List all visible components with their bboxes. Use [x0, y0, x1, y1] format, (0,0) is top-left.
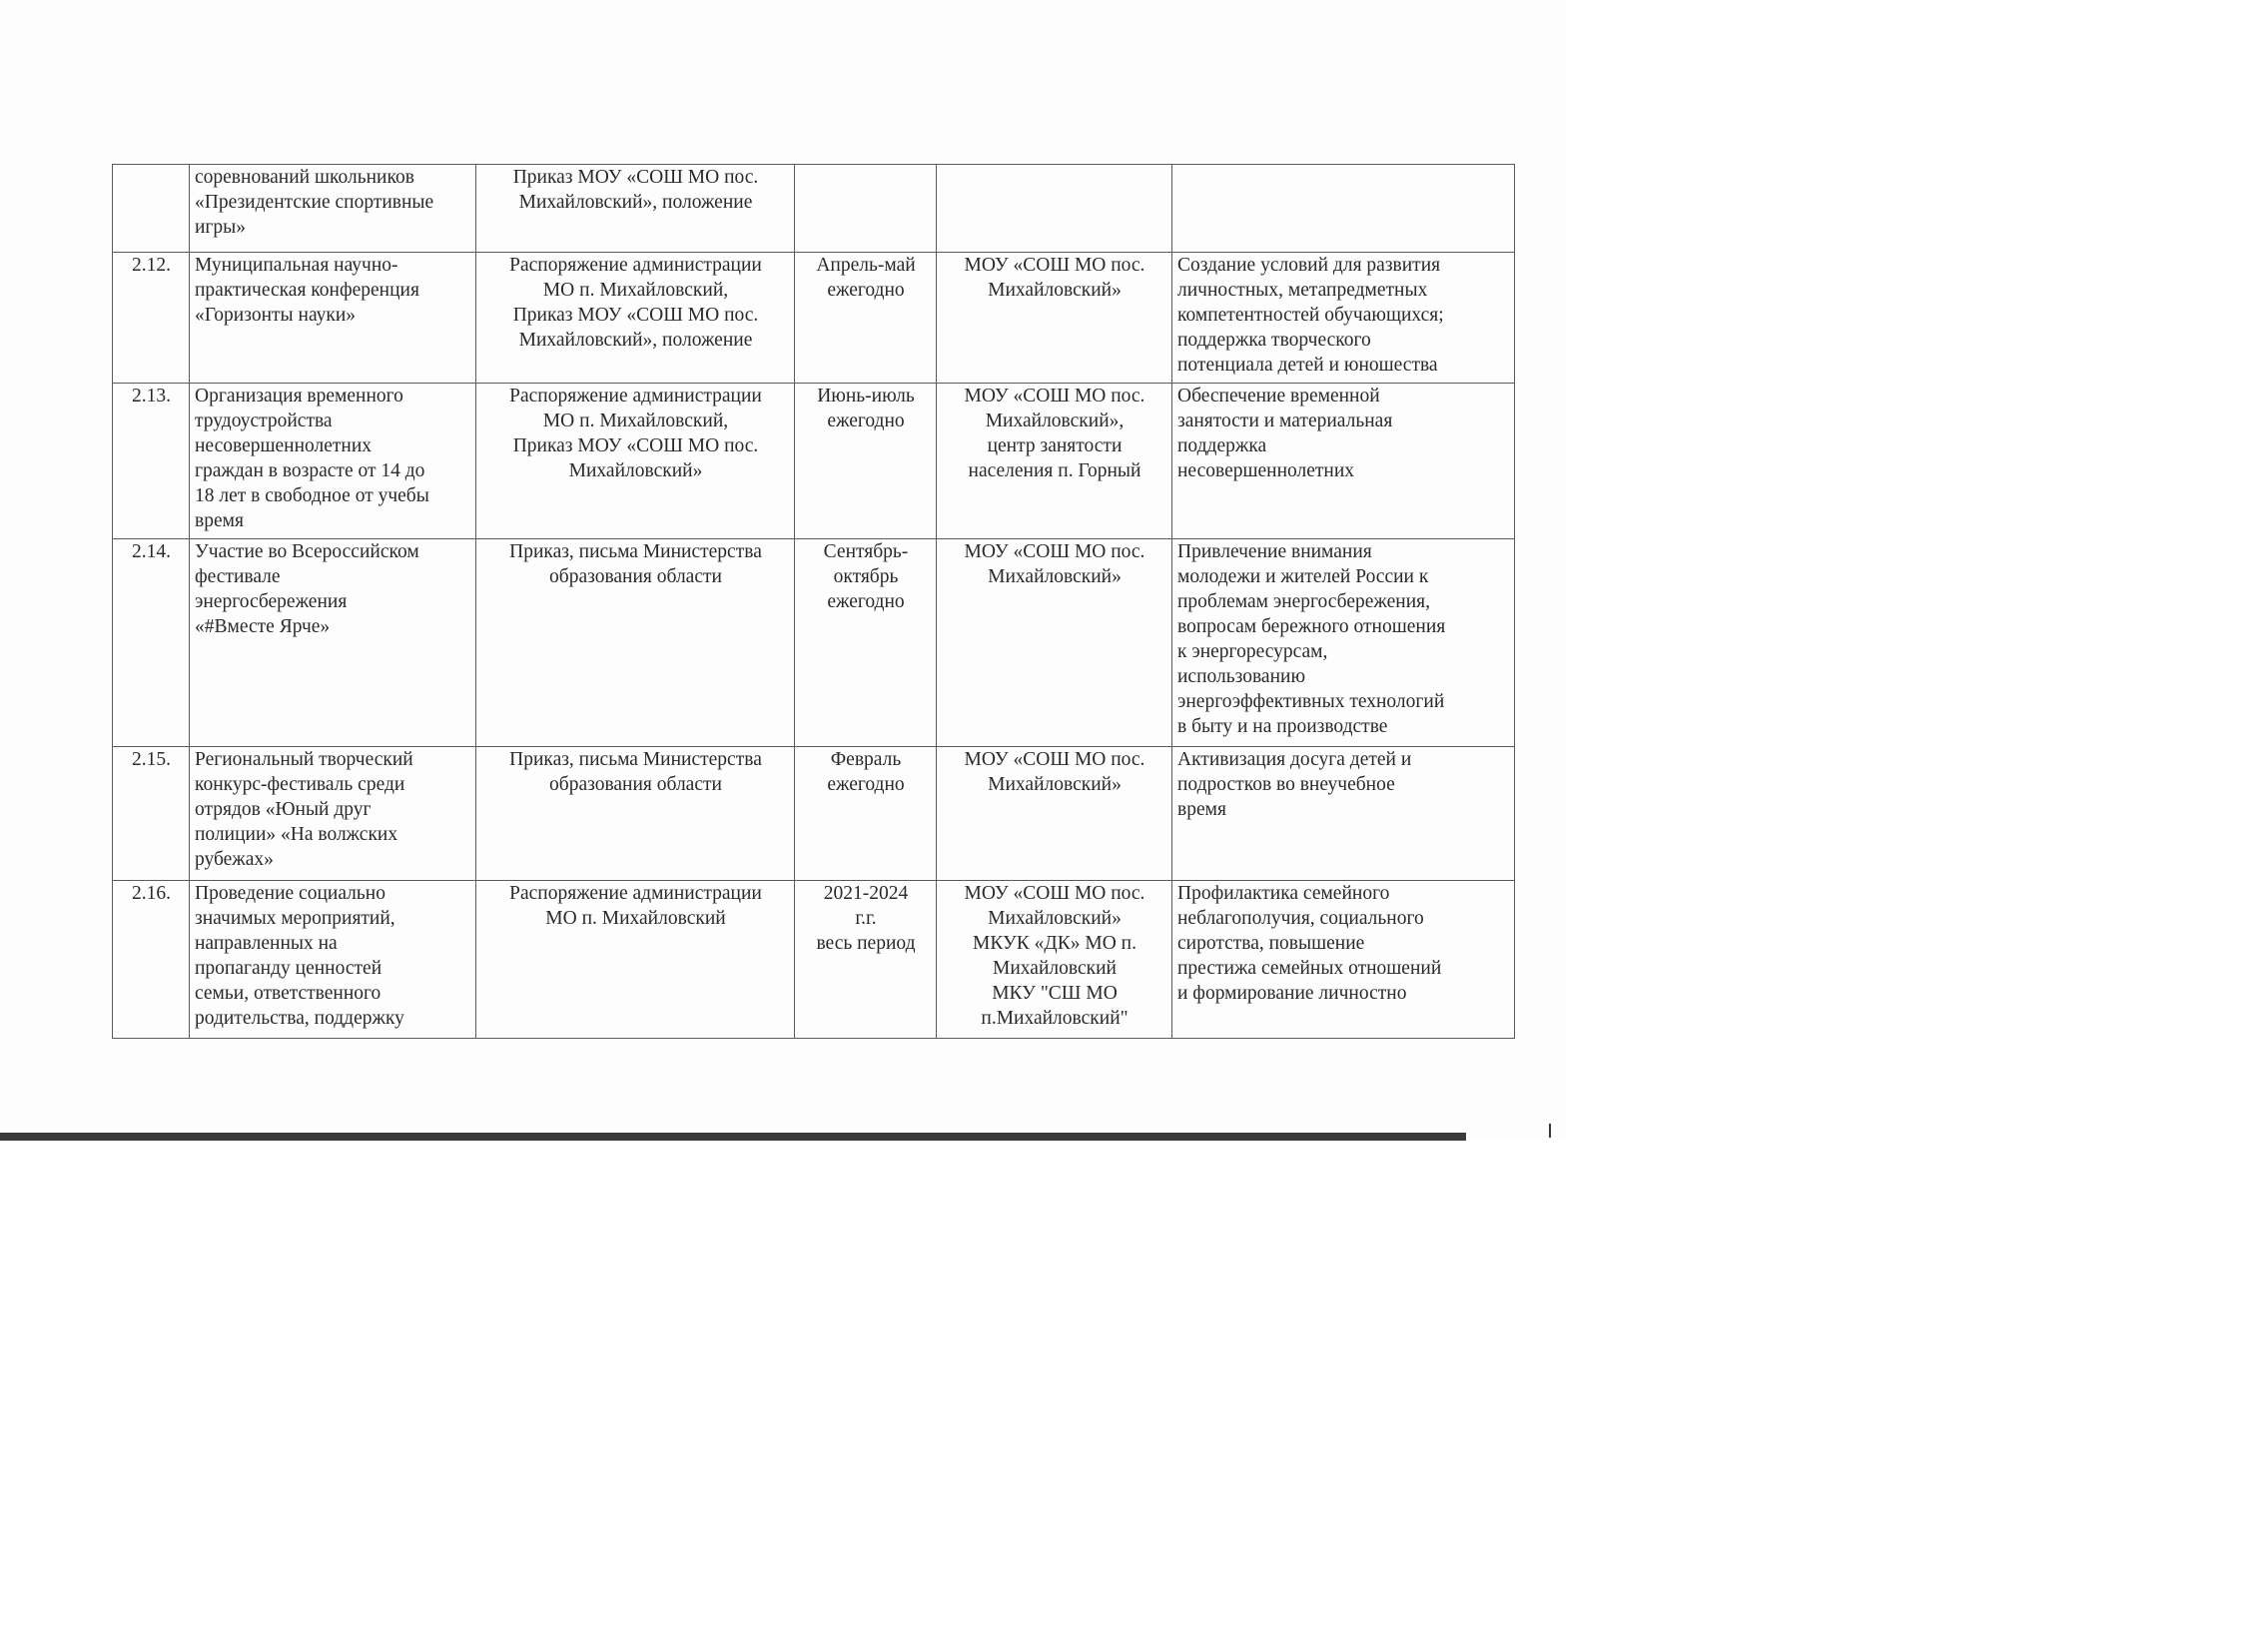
activity-basis: Распоряжение администрации МО п. Михайловский, Приказ МОУ «СОШ МО пос. Михайловский», положение — [476, 253, 795, 384]
activity-executor: МОУ «СОШ МО пос. Михайловский» МКУК «ДК» МО п. Михайловский МКУ "СШ МО п.Михайловский" — [937, 881, 1172, 1039]
activity-result: Обеспечение временной занятости и материальная поддержка несовершеннолетних — [1172, 384, 1515, 539]
scan-edge-mark — [1549, 1124, 1551, 1138]
activity-executor: МОУ «СОШ МО пос. Михайловский» — [937, 747, 1172, 881]
row-number: 2.16. — [113, 881, 190, 1039]
scanned-page — [0, 0, 1566, 1141]
activity-basis: Приказ МОУ «СОШ МО пос. Михайловский», положение — [476, 165, 795, 253]
activity-name: Организация временного трудоустройства несовершеннолетних граждан в возрасте от 14 до 18 лет в свободное от учебы время — [190, 384, 476, 539]
table-row — [113, 747, 1515, 881]
activity-plan-table — [112, 164, 1515, 1039]
row-number: 2.12. — [113, 253, 190, 384]
activity-term: Сентябрь- октябрь ежегодно — [795, 539, 937, 747]
activity-basis: Распоряжение администрации МО п. Михайловский — [476, 881, 795, 1039]
activity-term: Июнь-июль ежегодно — [795, 384, 937, 539]
table-row — [113, 384, 1515, 539]
activity-executor — [937, 165, 1172, 253]
activity-executor: МОУ «СОШ МО пос. Михайловский» — [937, 539, 1172, 747]
activity-result — [1172, 165, 1515, 253]
scan-edge-shadow — [0, 1133, 1466, 1141]
activity-result: Привлечение внимания молодежи и жителей России к проблемам энергосбережения, вопросам бережного отношения к энергоресурсам, использованию энергоэффективных технологий в быту и на производстве — [1172, 539, 1515, 747]
activity-name: Муниципальная научно- практическая конференция «Горизонты науки» — [190, 253, 476, 384]
activity-basis: Приказ, письма Министерства образования области — [476, 747, 795, 881]
table-row — [113, 253, 1515, 384]
row-number — [113, 165, 190, 253]
row-number: 2.13. — [113, 384, 190, 539]
table-row — [113, 881, 1515, 1039]
table-row — [113, 539, 1515, 747]
activity-executor: МОУ «СОШ МО пос. Михайловский», центр занятости населения п. Горный — [937, 384, 1172, 539]
activity-term: Февраль ежегодно — [795, 747, 937, 881]
activity-name: Проведение социально значимых мероприятий, направленных на пропаганду ценностей семьи, ответственного родительства, поддержку — [190, 881, 476, 1039]
activity-term — [795, 165, 937, 253]
activity-term: Апрель-май ежегодно — [795, 253, 937, 384]
activity-name: Участие во Всероссийском фестивале энергосбережения «#Вместе Ярче» — [190, 539, 476, 747]
activity-executor: МОУ «СОШ МО пос. Михайловский» — [937, 253, 1172, 384]
activity-name: соревнований школьников «Президентские спортивные игры» — [190, 165, 476, 253]
activity-name: Региональный творческий конкурс-фестиваль среди отрядов «Юный друг полиции» «На волжских рубежах» — [190, 747, 476, 881]
table-row — [113, 165, 1515, 253]
activity-result: Активизация досуга детей и подростков во внеучебное время — [1172, 747, 1515, 881]
activity-basis: Распоряжение администрации МО п. Михайловский, Приказ МОУ «СОШ МО пос. Михайловский» — [476, 384, 795, 539]
activity-basis: Приказ, письма Министерства образования области — [476, 539, 795, 747]
row-number: 2.15. — [113, 747, 190, 881]
activity-term: 2021-2024 г.г. весь период — [795, 881, 937, 1039]
activity-result: Создание условий для развития личностных, метапредметных компетентностей обучающихся; поддержка творческого потенциала детей и юношества — [1172, 253, 1515, 384]
activity-result: Профилактика семейного неблагополучия, социального сиротства, повышение престижа семейных отношений и формирование личностно — [1172, 881, 1515, 1039]
row-number: 2.14. — [113, 539, 190, 747]
